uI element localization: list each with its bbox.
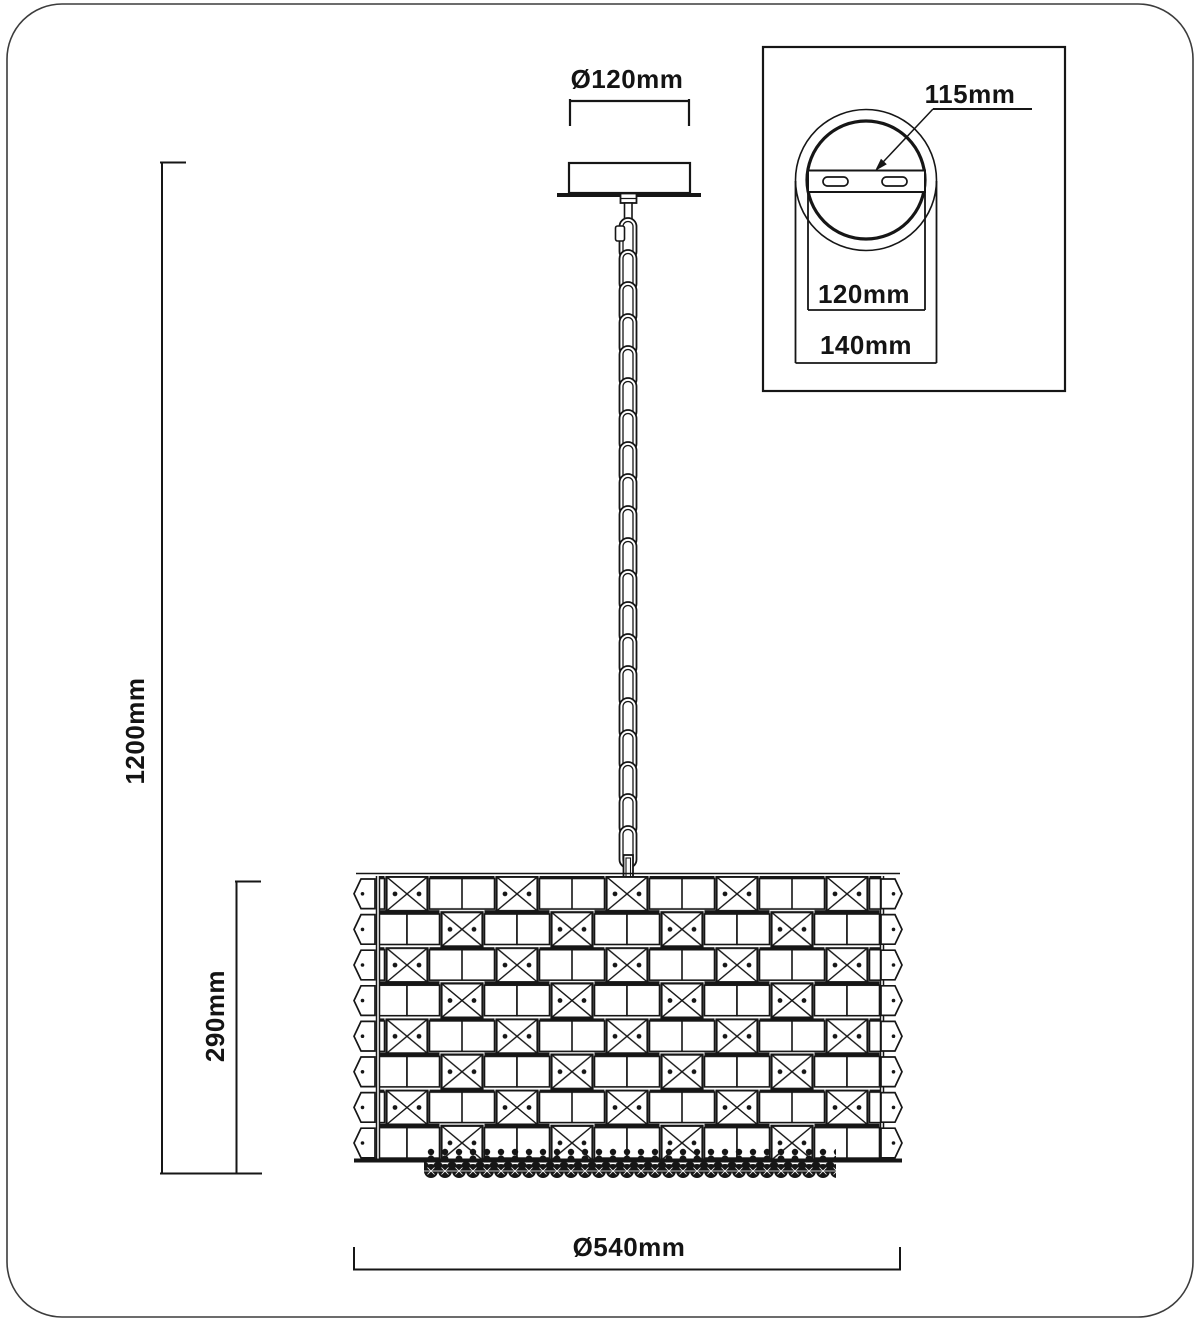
crystal-shade [354,874,902,1182]
dim-shade-height-lines [235,881,261,1174]
detail-hole-spacing-label: 120mm [817,279,911,309]
suspension-chain [616,218,637,880]
dim-overall-height-label: 1200mm [120,677,150,785]
dim-shade-diameter-label: Ø540mm [572,1232,686,1262]
detail-bracket-width-label: 115mm [924,79,1016,109]
bracket-slot-right [882,177,907,186]
bead-fringe [424,1147,836,1181]
edge-crystals-left [354,879,375,1158]
dim-canopy-diameter-label: Ø120mm [570,64,684,94]
dim-shade-height-label: 290mm [200,969,230,1063]
bracket-slot-left [823,177,848,186]
chain-clip [616,226,625,241]
ceiling-canopy [557,163,701,220]
dim-canopy-diameter-lines [570,99,689,126]
detail-plate-diameter-label: 140mm [819,330,913,360]
